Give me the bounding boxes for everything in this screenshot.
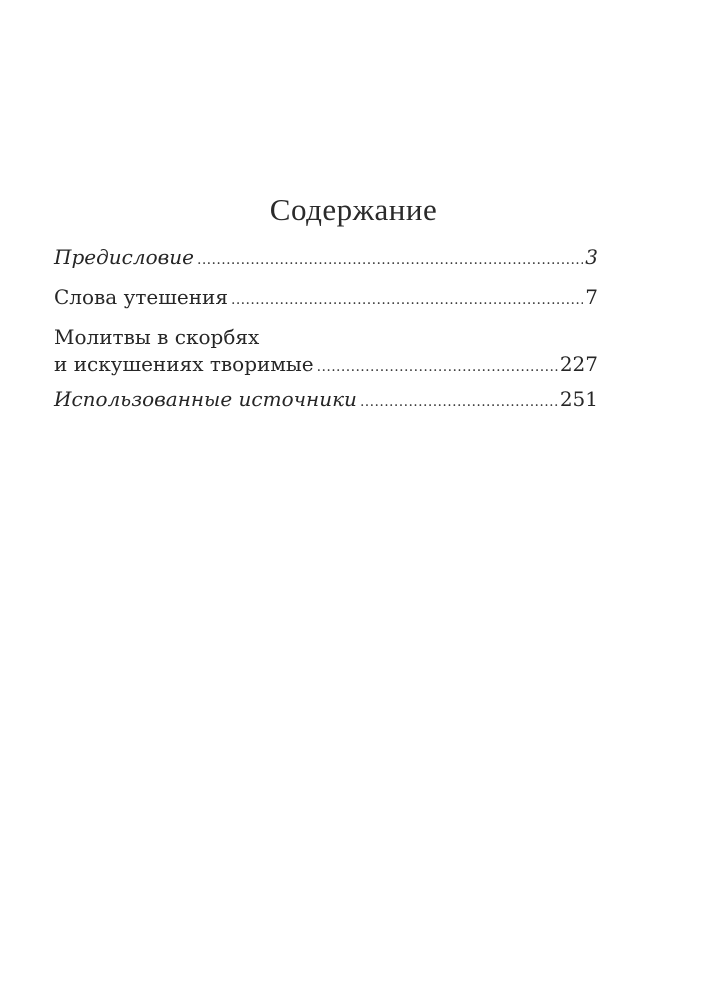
dot-leader — [197, 247, 583, 274]
toc-entry-label-line1: Молитвы в скорбях — [54, 325, 260, 349]
toc-entry-label: Использованные источники — [54, 387, 357, 411]
table-of-contents — [54, 244, 598, 416]
dot-leader — [317, 354, 558, 381]
toc-entry-label-line2: и искушениях творимые — [54, 352, 314, 376]
toc-entry-preface — [54, 244, 598, 274]
toc-entry-page: 3 — [585, 245, 598, 269]
toc-entry-words-of-consolation — [54, 284, 598, 314]
dot-leader — [231, 287, 583, 314]
toc-entry-prayers — [54, 324, 598, 381]
toc-entry-page: 251 — [559, 387, 598, 411]
toc-entry-label: Слова утешения — [54, 285, 228, 309]
toc-entry-page: 227 — [559, 352, 598, 376]
toc-entry-label: Предисловие — [54, 245, 194, 269]
toc-entry-page: 7 — [585, 285, 598, 309]
toc-entry-sources — [54, 386, 598, 416]
toc-title: Содержание — [269, 192, 438, 227]
dot-leader — [360, 389, 558, 416]
